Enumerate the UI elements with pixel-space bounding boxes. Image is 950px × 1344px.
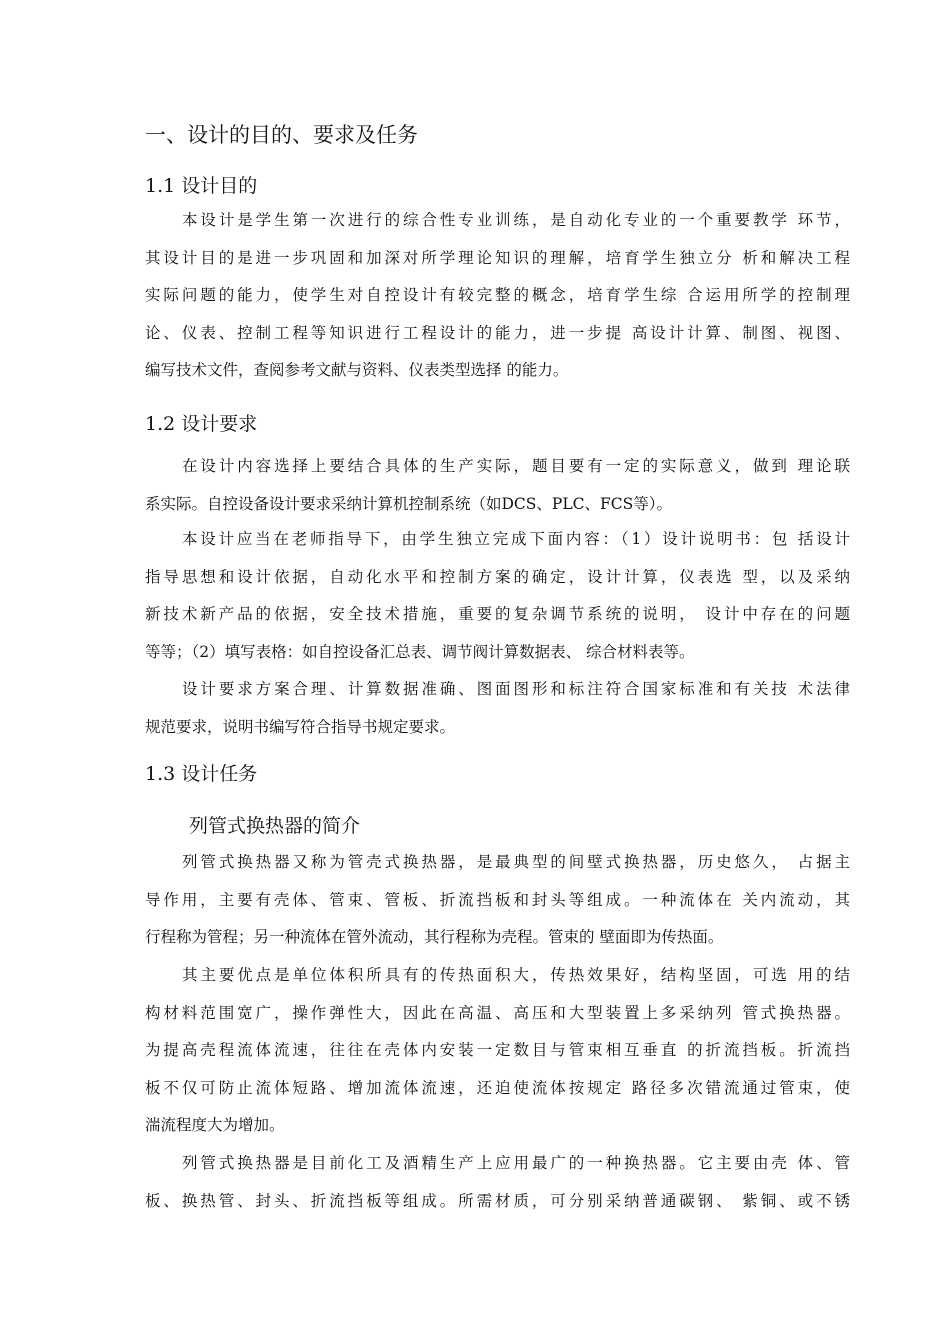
text-line: 其主要优点是单位体积所具有的传热面积大，传热效果好，结构坚固，可选 用的结 xyxy=(182,966,850,984)
section-title: 一、设计的目的、要求及任务 xyxy=(145,123,418,147)
heading-design-purpose: 1.1 设计目的 xyxy=(145,175,258,197)
text-line: 在设计内容选择上要结合具体的生产实际，题目要有一定的实际意义，做到 理论联 xyxy=(182,457,850,475)
text-line: 为提高壳程流体流速，往往在壳体内安装一定数目与管束相互垂直 的折流挡板。折流挡 xyxy=(145,1041,850,1059)
text-line: 设计要求方案合理、计算数据准确、图面图形和标注符合国家标准和有关技 术法律 xyxy=(182,680,850,698)
paragraph-design-purpose xyxy=(145,202,850,390)
text-line: 论、仪表、控制工程等知识进行工程设计的能力，进一步提 高设计计算、制图、视图、 xyxy=(145,323,850,342)
text-line: 等等；（2）填写表格：如自控设备汇总表、调节阀计算数据表、 综合材料表等。 xyxy=(145,642,695,661)
subheading-heat-exchanger-intro: 列管式换热器的简介 xyxy=(189,815,361,837)
text-line: 其设计目的是进一步巩固和加深对所学理论知识的理解，培育学生独立分 析和解决工程 xyxy=(145,248,850,267)
text-line: 新技术新产品的依据，安全技术措施，重要的复杂调节系统的说明， 设计中存在的问题 xyxy=(145,605,850,623)
paragraph-requirements-2 xyxy=(145,521,850,671)
text-line: 板不仅可防止流体短路、增加流体流速，还迫使流体按规定 路径多次错流通过管束，使 xyxy=(145,1078,850,1097)
text-line: 实际问题的能力，使学生对自控设计有较完整的概念，培育学生综 合运用所学的控制理 xyxy=(145,286,850,304)
text-line: 编写技术文件，查阅参考文献与资料、仪表类型选择 的能力。 xyxy=(145,361,569,379)
paragraph-requirements-1 xyxy=(145,448,850,523)
text-line: 指导思想和设计依据，自动化水平和控制方案的确定，设计计算，仪表选 型，以及采纳 xyxy=(145,567,850,586)
text-line: 系实际。自控设备设计要求采纳计算机控制系统（如DCS、PLC、FCS等）。 xyxy=(145,494,672,513)
heading-design-task: 1.3 设计任务 xyxy=(145,763,258,785)
text-line: 规范要求，说明书编写符合指导书规定要求。 xyxy=(145,717,456,736)
paragraph-requirements-3 xyxy=(145,671,850,746)
text-line: 本设计是学生第一次进行的综合性专业训练，是自动化专业的一个重要教学 环节， xyxy=(182,211,850,229)
text-line: 湍流程度大为增加。 xyxy=(145,1116,285,1134)
paragraph-task-3 xyxy=(145,1145,850,1220)
text-line: 构材料范围宽广，操作弹性大，因此在高温、高压和大型装置上多采纳列 管式换热器。 xyxy=(145,1003,850,1022)
text-line: 列管式换热器是目前化工及酒精生产上应用最广的一种换热器。它主要由壳 体、管 xyxy=(182,1154,850,1172)
paragraph-task-2 xyxy=(145,957,850,1145)
heading-design-requirements: 1.2 设计要求 xyxy=(145,413,258,435)
text-line: 板、换热管、封头、折流挡板等组成。所需材质，可分别采纳普通碳钢、 紫铜、或不锈 xyxy=(145,1191,850,1210)
text-line: 行程称为管程；另一种流体在管外流动，其行程称为壳程。管束的 壁面即为传热面。 xyxy=(145,928,724,946)
text-line: 本设计应当在老师指导下，由学生独立完成下面内容：（1）设计说明书：包 括设计 xyxy=(182,530,850,548)
text-line: 导作用，主要有壳体、管束、管板、折流挡板和封头等组成。一种流体在 关内流动，其 xyxy=(145,890,850,909)
paragraph-task-1 xyxy=(145,844,850,957)
text-line: 列管式换热器又称为管壳式换热器，是最典型的间壁式换热器，历史悠久， 占据主 xyxy=(182,853,850,871)
